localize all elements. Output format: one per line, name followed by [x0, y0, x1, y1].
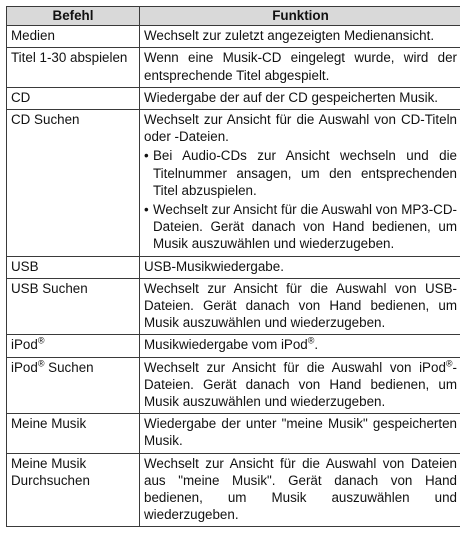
command-text-suffix: Suchen: [44, 359, 94, 375]
command-cell: [7, 357, 140, 414]
registered-mark: ®: [445, 358, 453, 369]
bullet-item: [144, 147, 457, 199]
table-row: [7, 26, 460, 48]
function-cell: Wiedergabe der unter "meine Musik" gespeicherten Musik.: [140, 414, 460, 453]
voice-command-table: [6, 6, 460, 527]
function-cell: [140, 335, 460, 357]
command-cell: Titel 1-30 abspielen: [7, 48, 140, 87]
table-header: [7, 7, 460, 26]
command-cell: Meine Musik: [7, 414, 140, 453]
command-cell: Meine Musik Durchsuchen: [7, 453, 140, 527]
registered-mark: ®: [307, 335, 315, 346]
header-row: [7, 7, 460, 26]
function-text-end: -Dateien. Gerät danach von Hand bedienen, um Musik auszuwählen und wiederzugeben.: [144, 359, 457, 410]
function-text: Wechselt zur Ansicht für die Auswahl von iPod: [144, 359, 446, 375]
header-function: Funktion: [140, 7, 460, 26]
table-row: [7, 48, 460, 87]
command-cell: USB Suchen: [7, 278, 140, 335]
command-cell: CD: [7, 87, 140, 109]
header-command: Befehl: [7, 7, 140, 26]
function-cell: Wechselt zur zuletzt angezeigten Medienansicht.: [140, 26, 460, 48]
table-row: [7, 278, 460, 335]
function-cell: Wechselt zur Ansicht für die Auswahl von USB-Dateien. Gerät danach von Hand bedienen, um Musik auszuwählen und wiederzugeben.: [140, 278, 460, 335]
registered-mark: ®: [37, 358, 45, 369]
table-row: [7, 414, 460, 453]
table-row: [7, 335, 460, 357]
command-cell: USB: [7, 256, 140, 278]
bullet-marker: •: [144, 202, 149, 218]
bullet-item: [144, 201, 457, 253]
function-cell: Wiedergabe der auf der CD gespeicherten Musik.: [140, 87, 460, 109]
command-cell: [7, 335, 140, 357]
table-row: [7, 357, 460, 414]
command-cell: CD Suchen: [7, 110, 140, 257]
function-cell: [140, 357, 460, 414]
function-cell: Wechselt zur Ansicht für die Auswahl von Dateien aus "meine Musik". Gerät danach von Hand bedienen, um Musik auszuwählen und wiederzugeben.: [140, 453, 460, 527]
command-text: iPod: [11, 359, 38, 375]
function-cell: USB-Musikwiedergabe.: [140, 256, 460, 278]
function-cell: [140, 110, 460, 257]
table-row: [7, 256, 460, 278]
table-row: [7, 453, 460, 527]
function-text-end: .: [314, 337, 319, 353]
table-row: [7, 87, 460, 109]
function-text: Wechselt zur Ansicht für die Auswahl von CD-Titeln oder -Dateien.: [144, 112, 457, 145]
command-cell: Medien: [7, 26, 140, 48]
bullet-marker: •: [144, 148, 149, 164]
function-cell: Wenn eine Musik-CD eingelegt wurde, wird der entsprechende Titel abgespielt.: [140, 48, 460, 87]
bullet-text: Wechselt zur Ansicht für die Auswahl von MP3-CD-Dateien. Gerät danach von Hand bedienen, um Musik auszuwählen und wiederzugeben.: [153, 202, 457, 252]
command-text: iPod: [11, 337, 38, 353]
bullet-text: Bei Audio-CDs zur Ansicht wechseln und die Titelnummer ansagen, um den entsprechenden Titel abzuspielen.: [153, 148, 457, 198]
function-text: Musikwiedergabe vom iPod: [144, 337, 308, 353]
registered-mark: ®: [37, 335, 45, 346]
table-row: [7, 110, 460, 257]
